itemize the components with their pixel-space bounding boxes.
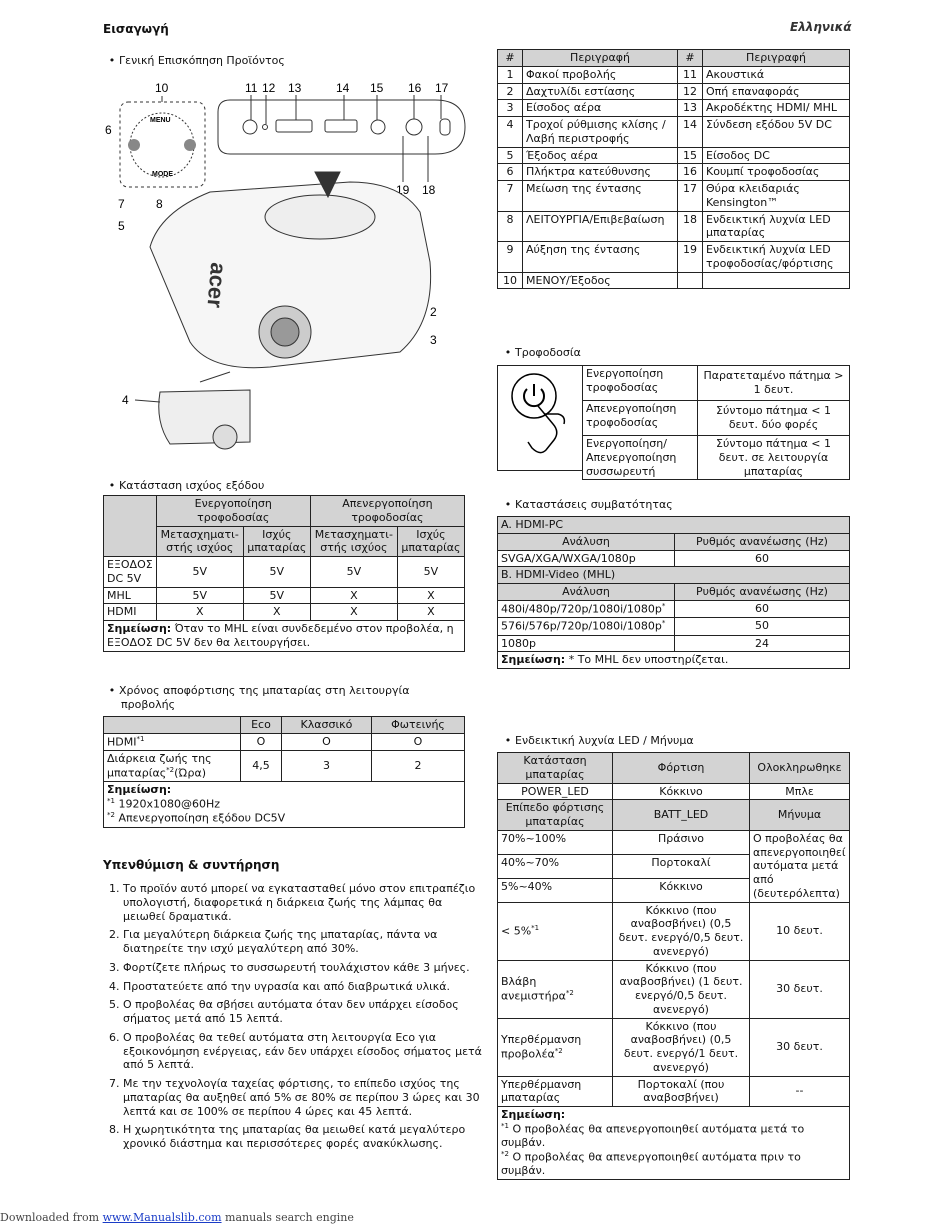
table-row: POWER_LED Κόκκινο Μπλε	[498, 783, 850, 800]
callout-12: 12	[262, 81, 276, 95]
table-row: Απενεργοποίηση τροφοδοσίας Σύντομο πάτημα < 1 δευτ. δύο φορές	[583, 401, 850, 436]
led-heading: • Ενδεικτική λυχνία LED / Μήνυμα	[517, 734, 694, 748]
list-item: 6. Ο προβολέας θα τεθεί αυτόματα στη λειτουργία Eco για εξοικονόμηση ενέργειας, εάν δεν υπάρχει είσοδος σήματος μετά από 5 λεπτά.	[123, 1031, 485, 1072]
overview-heading: • Γενική Επισκόπηση Προϊόντος	[121, 54, 285, 68]
led-table: Κατάσταση μπαταρίας Φόρτιση Ολοκληρωθηκε POWER_LED Κόκκινο Μπλε Επίπεδο φόρτισης μπαταρίας BATT_LED Μήνυμα 70%~100% Πράσινο Ο προβολέας θα απενεργοποιηθεί αυτόματα μετά από (δευτερόλεπτα) 40%~70% Πορτοκαλί 5%~40% Κόκκινο < 5%$^{*1}$ Κόκκινο (που αναβοσβήνει) (0,5 δευτ. ενεργό/0,5 δευτ. ανενεργό) 10 δευτ. Βλάβη ανεμιστήρα$^{*2}$ Κόκκινο (που αναβοσβήνει) (1 δευτ. ενεργό/0,5 δευτ. ανενεργό) 30 δευτ. Υπερθέρμανση προβολέα$^{*2}$ Κόκκινο (που αναβοσβήνει) (0,5 δευτ. ενεργό/1 δευτ. ανενεργό) 30 δευτ. Υπερθέρμανση μπαταρίας Πορτοκαλί (που αναβοσβήνει) -- Σημείωση: $^{*1}$ Ο προβολέας θα απενεργοποιηθεί αυτόματα μετά το συμβάν. $^{*2}$ Ο προβολέας θα απενεργοποιηθεί αυτόματα πριν το συμβάν.	[497, 752, 850, 1180]
table-row: HDMI X X X X	[104, 604, 465, 621]
table-row: 70%~100% Πράσινο Ο προβολέας θα απενεργοποιηθεί αυτόματα μετά από (δευτερόλεπτα)	[498, 830, 850, 854]
language-label: Ελληνικά	[790, 20, 852, 34]
table-row: 40%~70% Πορτοκαλί	[498, 854, 850, 878]
list-item: 5. Ο προβολέας θα σβήσει αυτόματα όταν δεν υπάρχει είσοδος σήματος μετά από 15 λεπτά.	[123, 998, 485, 1026]
svg-text:MODE: MODE	[152, 171, 173, 178]
table-row: Ενεργοποίηση τροφοδοσίας Παρατεταμένο πάτημα > 1 δευτ.	[583, 366, 850, 401]
callout-13: 13	[288, 81, 302, 95]
projector-body	[150, 172, 431, 368]
power-icon-cell	[497, 365, 583, 471]
list-item: 2. Για μεγαλύτερη διάρκεια ζωής της μπαταρίας, πάντα να διατηρείτε την ισχύ μεγαλύτερη από 30%.	[123, 928, 485, 956]
table-row: HDMI$^{*1}$ O O O	[104, 733, 465, 750]
table-row: MHL 5V 5V X X	[104, 587, 465, 604]
parts-table-body	[498, 66, 850, 289]
table-row: 8 ΛΕΙΤΟΥΡΓΙΑ/Επιβεβαίωση 18 Ενδεικτική λυχνία LED μπαταρίας	[498, 211, 850, 242]
table-row: 5 Έξοδος αέρα 15 Είσοδος DC	[498, 147, 850, 164]
table-row: 7 Μείωση της έντασης 17 Θύρα κλειδαριάς Kensington™	[498, 181, 850, 212]
table-row: Διάρκεια ζωής της μπαταρίας$^{*2}$(Ώρα) 4,5 3 2	[104, 751, 465, 782]
maintenance-list	[103, 882, 485, 1156]
table-row: 1 Φακοί προβολής 11 Ακουστικά	[498, 66, 850, 83]
table-row: 6 Πλήκτρα κατεύθυνσης 16 Κουμπί τροφοδοσίας	[498, 164, 850, 181]
parts-header-num-1: #	[498, 50, 523, 67]
callout-2: 2	[430, 305, 437, 319]
callout-6: 6	[105, 123, 112, 137]
callout-7: 7	[118, 197, 125, 211]
table-row: 9 Αύξηση της έντασης 19 Ενδεικτική λυχνία LED τροφοδοσίας/φόρτισης	[498, 242, 850, 273]
list-item: 7. Με την τεχνολογία ταχείας φόρτισης, το επίπεδο ισχύος της μπαταρίας θα αυξηθεί από 5% σε 80% σε περίπου 3 ώρες και 30 λεπτά και σε 100% σε περίπου 4 ώρες και 45 λεπτά.	[123, 1077, 485, 1118]
callout-11: 11	[245, 81, 258, 95]
table-row: Υπερθέρμανση μπαταρίας Πορτοκαλί (που αναβοσβήνει) --	[498, 1076, 850, 1107]
output-heading: • Κατάσταση ισχύος εξόδου	[121, 479, 264, 493]
svg-text:acer: acer	[202, 261, 232, 309]
compat-heading: • Καταστάσεις συμβατότητας	[517, 498, 673, 512]
power-table	[582, 365, 850, 480]
list-item: 3. Φορτίζετε πλήρως το συσσωρευτή τουλάχιστον κάθε 3 μήνες.	[123, 961, 485, 975]
callout-18: 18	[422, 183, 436, 197]
table-row: Βλάβη ανεμιστήρα$^{*2}$ Κόκκινο (που αναβοσβήνει) (1 δευτ. ενεργό/0,5 δευτ. ανενεργό) 30 δευτ.	[498, 960, 850, 1018]
table-row: 5%~40% Κόκκινο	[498, 878, 850, 902]
table-row: 2 Δαχτυλίδι εστίασης 12 Οπή επαναφοράς	[498, 83, 850, 100]
table-row: 10 ΜΕΝΟΥ/Έξοδος	[498, 272, 850, 289]
battery-table: Eco Κλασσικό Φωτεινής HDMI$^{*1}$ O O O Διάρκεια ζωής της μπαταρίας$^{*2}$(Ώρα) 4,5 3 2 Σημείωση: $^{*1}$ 1920x1080@60Hz $^{*2}$ Απενεργοποίηση εξόδου DC5V	[103, 716, 465, 828]
power-heading: • Τροφοδοσία	[517, 346, 583, 360]
callout-4: 4	[122, 393, 129, 407]
list-item: 1. Το προϊόν αυτό μπορεί να εγκατασταθεί μόνο στον επιτραπέζιο υπολογιστή, διαφορετικά η διάρκεια ζωής της λάμπας θα μειωθεί δραματικά.	[123, 882, 485, 923]
callout-19: 19	[396, 183, 410, 197]
callout-8: 8	[156, 197, 163, 211]
page-section-title: Εισαγωγή	[103, 22, 169, 36]
battery-note: Σημείωση: $^{*1}$ 1920x1080@60Hz $^{*2}$ Απενεργοποίηση εξόδου DC5V	[104, 782, 465, 828]
callout-14: 14	[336, 81, 350, 95]
callout-10: 10	[155, 81, 169, 95]
table-row: 480i/480p/720p/1080i/1080p* 60	[498, 600, 850, 617]
callout-17: 17	[435, 81, 449, 95]
maintenance-title: Υπενθύμιση & συντήρηση	[103, 858, 280, 872]
parts-header-desc-1: Περιγραφή	[523, 50, 678, 67]
compat-section-a: A. HDMI-PC	[498, 517, 850, 534]
manualslib-link[interactable]: www.Manualslib.com	[102, 1211, 222, 1224]
power-button-icon	[498, 366, 583, 470]
led-levels-message: Ο προβολέας θα απενεργοποιηθεί αυτόματα μετά από (δευτερόλεπτα)	[750, 830, 850, 902]
table-row: 1080p 24	[498, 635, 850, 652]
compat-table: A. HDMI-PC Ανάλυση Ρυθμός ανανέωσης (Hz) SVGA/XGA/WXGA/1080p 60 B. HDMI-Video (MHL) Ανάλυση Ρυθμός ανανέωσης (Hz) 480i/480p/720p/1080i/1080p* 60 576i/576p/720p/1080i/1080p* 50 1080p 24 Σημείωση: * Το MHL δεν υποστηρίζεται.	[497, 516, 850, 669]
output-group-off: Απενεργοποίηση τροφοδοσίας	[310, 496, 464, 527]
led-note: Σημείωση: $^{*1}$ Ο προβολέας θα απενεργοποιηθεί αυτόματα μετά το συμβάν. $^{*2}$ Ο προβολέας θα απενεργοποιηθεί αυτόματα πριν το συμβάν.	[498, 1107, 850, 1180]
table-row: ΕΞΟΔΟΣ DC 5V 5V 5V 5V 5V	[104, 557, 465, 588]
output-table: Ενεργοποίηση τροφοδοσίας Απενεργοποίηση τροφοδοσίας Μετασχηματι-στής ισχύος Ισχύς μπαταρίας Μετασχηματι-στής ισχύος Ισχύς μπαταρίας ΕΞΟΔΟΣ DC 5V 5V 5V 5V 5V MHL 5V 5V X X HDMI X X X X Σημείωση: Όταν το MHL είναι συνδεδεμένο στον προβολέα, η ΕΞΟΔΟΣ DC 5V δεν θα λειτουργήσει.	[103, 495, 465, 652]
callout-5: 5	[118, 219, 125, 233]
list-item: 8. Η χωρητικότητα της μπαταρίας θα μειωθεί κατά μεγαλύτερο χρονικό διάστημα και περισσότερες φορές ανακύκλωσης.	[123, 1123, 485, 1151]
table-row: 3 Είσοδος αέρα 13 Ακροδέκτης HDMI/ MHL	[498, 100, 850, 117]
battery-heading: • Χρόνος αποφόρτισης της μπαταρίας στη λειτουργία προβολής	[121, 684, 421, 712]
table-row: 4 Τροχοί ρύθμισης κλίσης / Λαβή περιστροφής 14 Σύνδεση εξόδου 5V DC	[498, 117, 850, 148]
table-row: Υπερθέρμανση προβολέα$^{*2}$ Κόκκινο (που αναβοσβήνει) (0,5 δευτ. ενεργό/1 δευτ. ανενεργό) 30 δευτ.	[498, 1018, 850, 1076]
tilt-inset	[135, 372, 250, 449]
output-note: Σημείωση: Όταν το MHL είναι συνδεδεμένο στον προβολέα, η ΕΞΟΔΟΣ DC 5V δεν θα λειτουργήσει.	[104, 621, 465, 652]
callout-3: 3	[430, 333, 437, 347]
keypad-inset	[120, 96, 205, 187]
output-group-on: Ενεργοποίηση τροφοδοσίας	[156, 496, 310, 527]
parts-header-num-2: #	[678, 50, 703, 67]
product-diagram	[100, 72, 480, 477]
table-row: 576i/576p/720p/1080i/1080p* 50	[498, 618, 850, 635]
compat-note: Σημείωση: * Το MHL δεν υποστηρίζεται.	[498, 652, 850, 669]
parts-header-desc-2: Περιγραφή	[703, 50, 850, 67]
ports-inset	[218, 95, 465, 182]
table-row: Ενεργοποίηση/ Απενεργοποίηση συσσωρευτή Σύντομο πάτημα < 1 δευτ. σε λειτουργία μπαταρίας	[583, 436, 850, 480]
callout-16: 16	[408, 81, 422, 95]
callout-15: 15	[370, 81, 384, 95]
table-row: SVGA/XGA/WXGA/1080p 60	[498, 550, 850, 567]
parts-table	[497, 49, 850, 289]
compat-section-b: B. HDMI-Video (MHL)	[498, 567, 850, 584]
list-item: 4. Προστατεύετε από την υγρασία και από διαβρωτικά υλικά.	[123, 980, 485, 994]
svg-text:MENU: MENU	[150, 117, 171, 124]
table-row: < 5%$^{*1}$ Κόκκινο (που αναβοσβήνει) (0,5 δευτ. ενεργό/0,5 δευτ. ανενεργό) 10 δευτ.	[498, 902, 850, 960]
footer: Downloaded from www.Manualslib.com manuals search engine	[0, 1211, 354, 1224]
